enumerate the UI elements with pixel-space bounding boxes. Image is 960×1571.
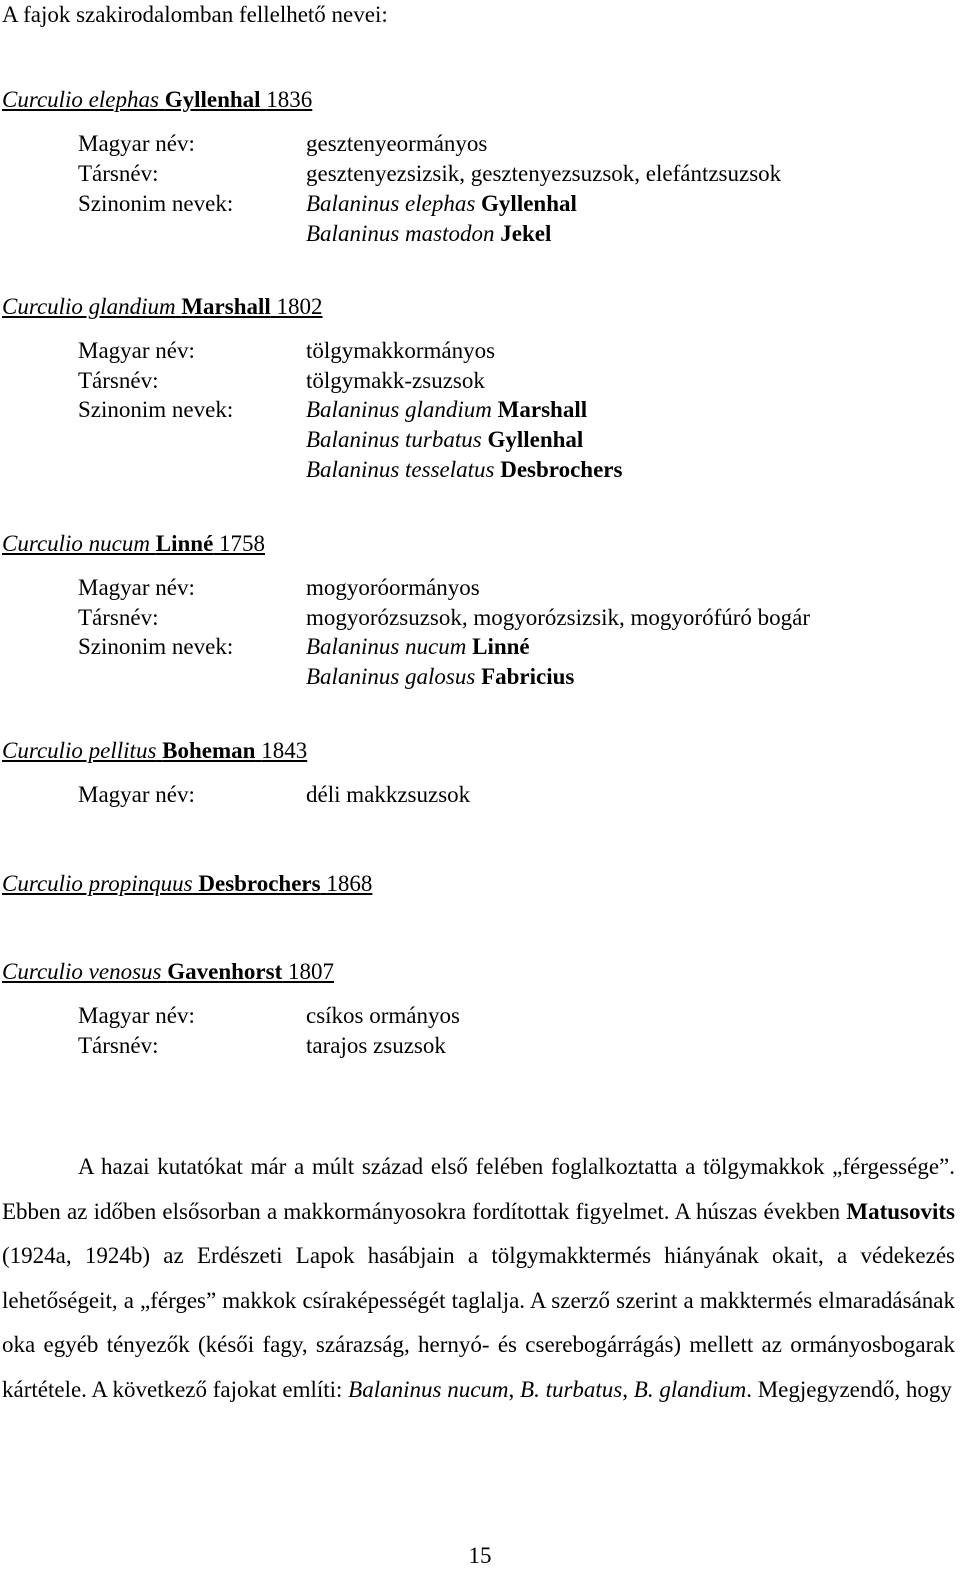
- synonym-author: Gyllenhal: [487, 427, 584, 452]
- synonym-row: [78, 189, 577, 219]
- species-title: [2, 736, 307, 766]
- species-mention: Balaninus nucum: [348, 1376, 509, 1402]
- common-name-row: [78, 1031, 446, 1061]
- species-title: [2, 957, 334, 987]
- row-label: Magyar név:: [78, 1003, 195, 1028]
- row-value: tölgymakkormányos: [306, 338, 496, 363]
- synonym-name: Balaninus mastodon: [306, 221, 495, 246]
- row-value: mogyoróormányos: [306, 575, 480, 600]
- row-value: tölgymakk-zsuzsok: [306, 368, 485, 393]
- synonym-continuation: [306, 455, 622, 485]
- row-value: gesztenyeormányos: [306, 131, 488, 156]
- row-value: gesztenyezsizsik, gesztenyezsuzsok, elefántzsuzsok: [306, 161, 782, 186]
- synonym-continuation: [306, 662, 574, 692]
- synonym-continuation: [306, 219, 551, 249]
- paragraph-text: (1924a, 1924b) az Erdészeti Lapok hasábjain a tölgymakktermés hiányának okait, a védekezés lehetőségeit, a „férges” makkok csíraképességét taglalja. A szerző szerint a makktermés elmaradásának oka egyéb tényezők (késői fagy, szárazság, hernyó- és cserebogárrágás) mellett az ormányosbogarak kártétele. A következő fajokat említi:: [2, 1243, 955, 1402]
- row-label: Magyar név:: [78, 782, 195, 807]
- species-author: Marshall: [181, 294, 271, 319]
- hungarian-name-row: [78, 336, 495, 366]
- row-label: Szinonim nevek:: [78, 191, 234, 216]
- species-title: [2, 292, 323, 322]
- synonym-name: Balaninus turbatus: [306, 427, 482, 452]
- row-label: Magyar név:: [78, 338, 195, 363]
- species-author: Boheman: [162, 738, 256, 763]
- page-heading: A fajok szakirodalomban fellelhető nevei:: [2, 2, 388, 27]
- synonym-name: Balaninus nucum: [306, 634, 467, 659]
- species-name: Curculio propinquus: [2, 871, 193, 896]
- row-label: Társnév:: [78, 605, 159, 630]
- species-author: Gavenhorst: [167, 959, 283, 984]
- synonym-author: Linné: [472, 634, 530, 659]
- species-name: Curculio nucum: [2, 531, 150, 556]
- paragraph-text: . Megjegyzendő, hogy: [746, 1376, 952, 1402]
- species-year: 1758: [219, 531, 266, 556]
- row-value: déli makkzsuzsok: [306, 782, 471, 807]
- synonym-name: Balaninus elephas: [306, 191, 476, 216]
- row-label: Társnév:: [78, 368, 159, 393]
- species-name: Curculio venosus: [2, 959, 162, 984]
- synonym-row: [78, 395, 587, 425]
- species-mention: B. glandium: [633, 1376, 747, 1402]
- species-year: 1836: [266, 87, 313, 112]
- page-number: 15: [468, 1543, 492, 1568]
- separator: ,: [622, 1376, 634, 1402]
- row-label: Szinonim nevek:: [78, 634, 234, 659]
- separator: ,: [508, 1376, 521, 1402]
- paragraph-text: A hazai kutatókat már a múlt század első felében foglalkoztatta a tölgymakkok „férgessége”. Ebben az időben elsősorban a makkormányosokra fordítottak figyelmet. A húszas években: [2, 1154, 955, 1224]
- species-title: [2, 869, 372, 899]
- hungarian-name-row: [78, 573, 480, 603]
- body-paragraph: [2, 1145, 955, 1412]
- species-name: Curculio elephas: [2, 87, 159, 112]
- common-name-row: [78, 366, 485, 396]
- synonym-name: Balaninus tesselatus: [306, 457, 495, 482]
- species-year: 1807: [288, 959, 334, 984]
- row-label: Társnév:: [78, 1033, 159, 1058]
- synonym-continuation: [306, 425, 583, 455]
- species-author: Linné: [155, 531, 214, 556]
- hungarian-name-row: [78, 780, 470, 810]
- species-year: 1802: [276, 294, 323, 319]
- common-name-row: [78, 603, 810, 633]
- synonym-author: Jekel: [500, 221, 552, 246]
- species-mention: B. turbatus: [520, 1376, 623, 1402]
- hungarian-name-row: [78, 129, 487, 159]
- row-label: Magyar név:: [78, 131, 195, 156]
- row-value: tarajos zsuzsok: [306, 1033, 446, 1058]
- common-name-row: [78, 159, 781, 189]
- synonym-name: Balaninus glandium: [306, 397, 492, 422]
- synonym-author: Desbrochers: [500, 457, 623, 482]
- row-value: mogyorózsuzsok, mogyorózsizsik, mogyorófúró bogár: [306, 605, 811, 630]
- row-label: Társnév:: [78, 161, 159, 186]
- row-label: Szinonim nevek:: [78, 397, 234, 422]
- species-name: Curculio glandium: [2, 294, 176, 319]
- species-name: Curculio pellitus: [2, 738, 157, 763]
- row-label: Magyar név:: [78, 575, 195, 600]
- synonym-author: Gyllenhal: [481, 191, 577, 216]
- synonym-name: Balaninus galosus: [306, 664, 476, 689]
- species-year: 1868: [326, 871, 373, 896]
- synonym-row: [78, 632, 530, 662]
- species-title: [2, 529, 265, 559]
- species-author: Gyllenhal: [164, 87, 261, 112]
- hungarian-name-row: [78, 1001, 460, 1031]
- row-value: csíkos ormányos: [306, 1003, 460, 1028]
- synonym-author: Marshall: [497, 397, 588, 422]
- species-author: Desbrochers: [198, 871, 321, 896]
- species-title: [2, 85, 312, 115]
- synonym-author: Fabricius: [481, 664, 575, 689]
- species-year: 1843: [261, 738, 308, 763]
- cited-author: Matusovits: [846, 1198, 955, 1224]
